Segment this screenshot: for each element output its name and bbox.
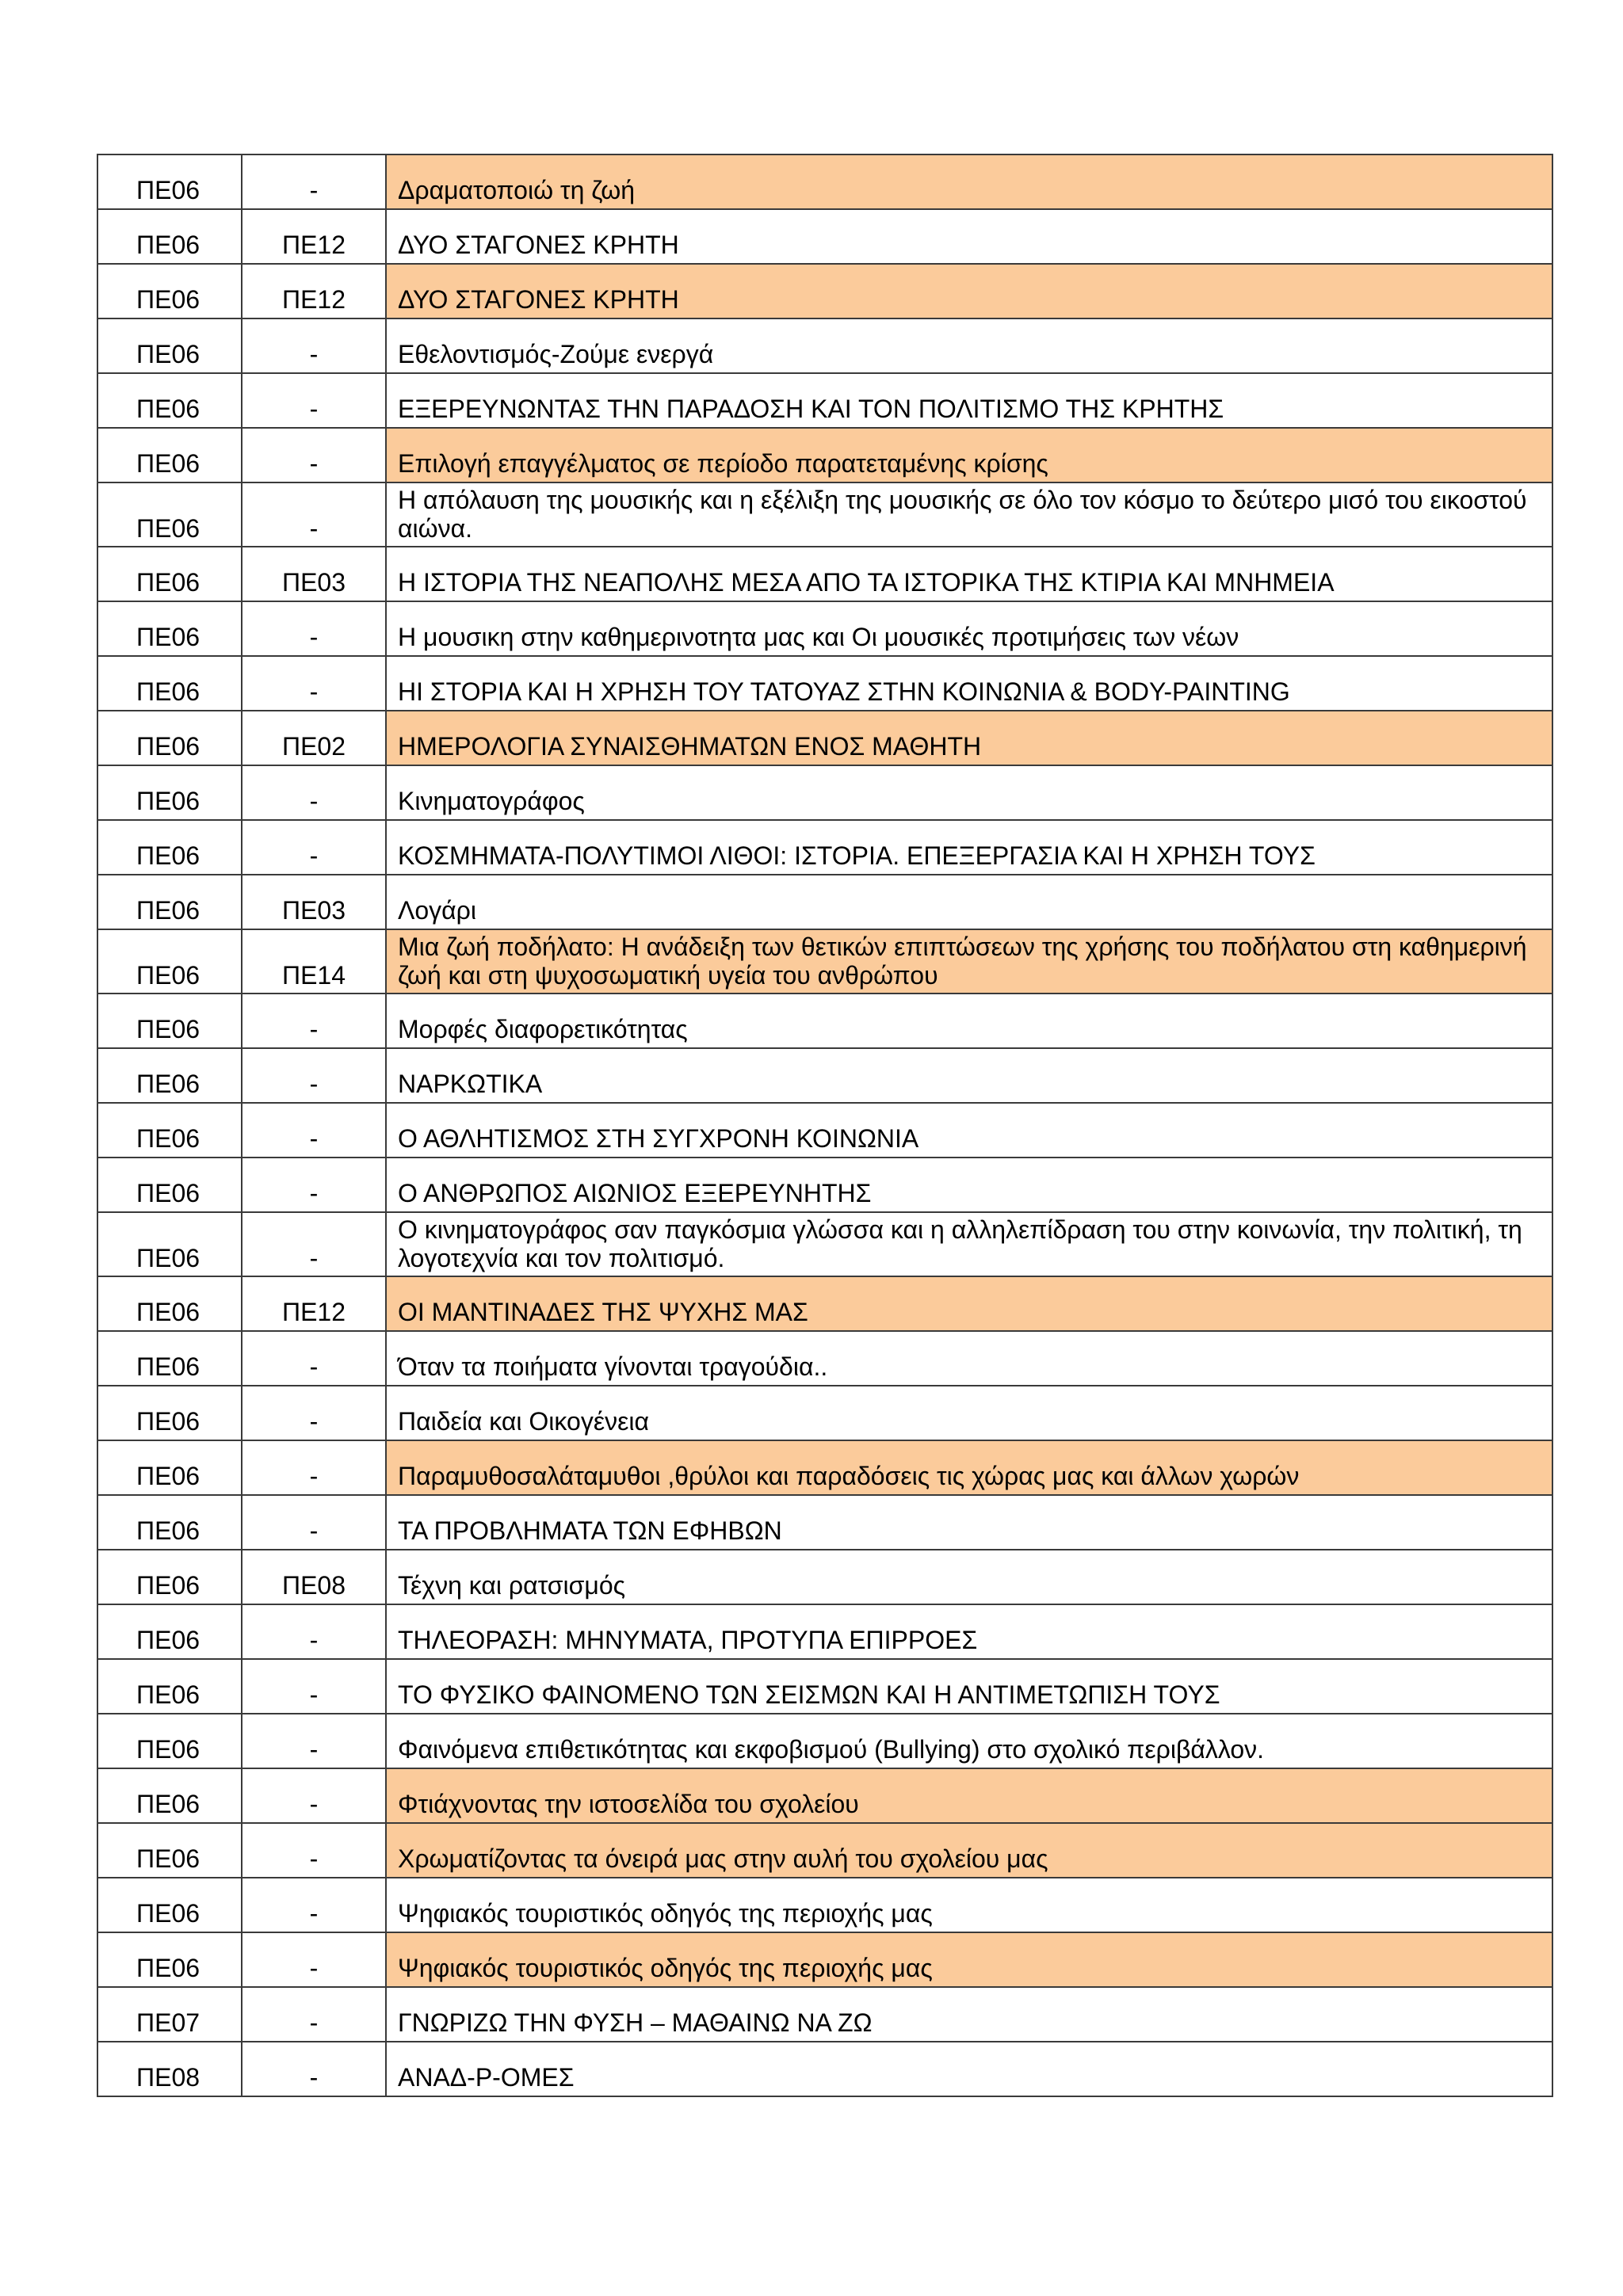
program-title-cell: Δραματοποιώ τη ζωή xyxy=(386,154,1552,209)
primary-code-cell: ΠΕ06 xyxy=(97,318,242,373)
table-row xyxy=(97,209,1552,264)
primary-code-cell: ΠΕ06 xyxy=(97,875,242,929)
program-title-cell: ΚΟΣΜΗΜΑΤΑ-ΠΟΛΥΤΙΜΟΙ ΛΙΘΟΙ: ΙΣΤΟΡΙΑ. ΕΠΕΞΕΡΓΑΣΙΑ ΚΑΙ Η ΧΡΗΣΗ ΤΟΥΣ xyxy=(386,820,1552,875)
table-row xyxy=(97,1714,1552,1768)
table-row xyxy=(97,373,1552,428)
secondary-code-cell: - xyxy=(242,318,386,373)
secondary-code-cell: - xyxy=(242,1212,386,1276)
primary-code-cell: ΠΕ06 xyxy=(97,1386,242,1440)
program-title-cell: Ψηφιακός τουριστικός οδηγός της περιοχής μας xyxy=(386,1932,1552,1987)
program-title-cell: Η απόλαυση της μουσικής και η εξέλιξη της μουσικής σε όλο τον κόσμο το δεύτερο μισό του εικοστού αιώνα. xyxy=(386,482,1552,547)
program-title-cell: ΤΗΛΕΟΡΑΣΗ: ΜΗΝΥΜΑΤΑ, ΠΡΟΤΥΠΑ ΕΠΙΡΡΟΕΣ xyxy=(386,1604,1552,1659)
program-title-cell: Τέχνη και ρατσισμός xyxy=(386,1550,1552,1604)
secondary-code-cell: - xyxy=(242,1878,386,1932)
table-row xyxy=(97,1604,1552,1659)
secondary-code-cell: ΠΕ14 xyxy=(242,929,386,994)
secondary-code-cell: ΠΕ12 xyxy=(242,264,386,318)
primary-code-cell: ΠΕ06 xyxy=(97,209,242,264)
table-row xyxy=(97,711,1552,765)
primary-code-cell: ΠΕ06 xyxy=(97,154,242,209)
table-row xyxy=(97,994,1552,1048)
secondary-code-cell: - xyxy=(242,601,386,656)
table-row xyxy=(97,1440,1552,1495)
secondary-code-cell: - xyxy=(242,482,386,547)
table-row xyxy=(97,1103,1552,1158)
secondary-code-cell: - xyxy=(242,1714,386,1768)
primary-code-cell: ΠΕ06 xyxy=(97,1495,242,1550)
primary-code-cell: ΠΕ06 xyxy=(97,373,242,428)
secondary-code-cell: - xyxy=(242,1823,386,1878)
table-row xyxy=(97,1987,1552,2042)
program-title-cell: Κινηματογράφος xyxy=(386,765,1552,820)
secondary-code-cell: - xyxy=(242,656,386,711)
primary-code-cell: ΠΕ06 xyxy=(97,711,242,765)
program-title-cell: Ο ΑΘΛΗΤΙΣΜΟΣ ΣΤΗ ΣΥΓΧΡΟΝΗ ΚΟΙΝΩΝΙΑ xyxy=(386,1103,1552,1158)
secondary-code-cell: ΠΕ03 xyxy=(242,547,386,601)
table-row xyxy=(97,1212,1552,1276)
secondary-code-cell: - xyxy=(242,1386,386,1440)
programs-table-body xyxy=(97,154,1552,2096)
programs-table xyxy=(97,154,1553,2097)
program-title-cell: Εθελοντισμός-Ζούμε ενεργά xyxy=(386,318,1552,373)
secondary-code-cell: - xyxy=(242,1987,386,2042)
table-row xyxy=(97,1158,1552,1212)
table-row xyxy=(97,656,1552,711)
primary-code-cell: ΠΕ06 xyxy=(97,1659,242,1714)
table-row xyxy=(97,154,1552,209)
secondary-code-cell: - xyxy=(242,1048,386,1103)
program-title-cell: Ο ΑΝΘΡΩΠΟΣ ΑΙΩΝΙΟΣ ΕΞΕΡΕΥΝΗΤΗΣ xyxy=(386,1158,1552,1212)
secondary-code-cell: - xyxy=(242,1103,386,1158)
program-title-cell: Φτιάχνοντας την ιστοσελίδα του σχολείου xyxy=(386,1768,1552,1823)
primary-code-cell: ΠΕ06 xyxy=(97,601,242,656)
table-row xyxy=(97,1659,1552,1714)
primary-code-cell: ΠΕ06 xyxy=(97,1932,242,1987)
table-row xyxy=(97,547,1552,601)
primary-code-cell: ΠΕ08 xyxy=(97,2042,242,2096)
secondary-code-cell: - xyxy=(242,2042,386,2096)
program-title-cell: Επιλογή επαγγέλματος σε περίοδο παρατεταμένης κρίσης xyxy=(386,428,1552,482)
program-title-cell: Φαινόμενα επιθετικότητας και εκφοβισμού (Bullying) στο σχολικό περιβάλλον. xyxy=(386,1714,1552,1768)
table-row xyxy=(97,1048,1552,1103)
primary-code-cell: ΠΕ06 xyxy=(97,929,242,994)
table-row xyxy=(97,1495,1552,1550)
table-row xyxy=(97,318,1552,373)
secondary-code-cell: - xyxy=(242,1331,386,1386)
table-row xyxy=(97,1331,1552,1386)
program-title-cell: ΟΙ ΜΑΝΤΙΝΑΔΕΣ ΤΗΣ ΨΥΧΗΣ ΜΑΣ xyxy=(386,1276,1552,1331)
program-title-cell: ΑΝΑΔ-Ρ-ΟΜΕΣ xyxy=(386,2042,1552,2096)
secondary-code-cell: ΠΕ12 xyxy=(242,209,386,264)
table-row xyxy=(97,1932,1552,1987)
table-row xyxy=(97,929,1552,994)
secondary-code-cell: - xyxy=(242,154,386,209)
secondary-code-cell: - xyxy=(242,765,386,820)
table-row xyxy=(97,765,1552,820)
primary-code-cell: ΠΕ06 xyxy=(97,1331,242,1386)
secondary-code-cell: ΠΕ12 xyxy=(242,1276,386,1331)
program-title-cell: ΗΙ ΣΤΟΡΙΑ ΚΑΙ Η ΧΡΗΣΗ ΤΟΥ ΤΑΤΟΥΑΖ ΣΤΗΝ ΚΟΙΝΩΝΙΑ & BODY-PAINTING xyxy=(386,656,1552,711)
program-title-cell: ΕΞΕΡΕΥΝΩΝΤΑΣ ΤΗΝ ΠΑΡΑΔΟΣΗ ΚΑΙ ΤΟΝ ΠΟΛΙΤΙΣΜΟ ΤΗΣ ΚΡΗΤΗΣ xyxy=(386,373,1552,428)
table-row xyxy=(97,482,1552,547)
table-row xyxy=(97,1386,1552,1440)
secondary-code-cell: ΠΕ08 xyxy=(242,1550,386,1604)
primary-code-cell: ΠΕ06 xyxy=(97,820,242,875)
table-row xyxy=(97,1823,1552,1878)
table-row xyxy=(97,875,1552,929)
primary-code-cell: ΠΕ06 xyxy=(97,1604,242,1659)
program-title-cell: Η ΙΣΤΟΡΙΑ ΤΗΣ ΝΕΑΠΟΛΗΣ ΜΕΣΑ ΑΠΟ ΤΑ ΙΣΤΟΡΙΚΑ ΤΗΣ ΚΤΙΡΙΑ ΚΑΙ ΜΝΗΜΕΙΑ xyxy=(386,547,1552,601)
secondary-code-cell: - xyxy=(242,1495,386,1550)
secondary-code-cell: ΠΕ03 xyxy=(242,875,386,929)
program-title-cell: Μορφές διαφορετικότητας xyxy=(386,994,1552,1048)
secondary-code-cell: - xyxy=(242,1604,386,1659)
program-title-cell: Ο κινηματογράφος σαν παγκόσμια γλώσσα και η αλληλεπίδραση του στην κοινωνία, την πολιτική, τη λογοτεχνία και τον πολιτισμό. xyxy=(386,1212,1552,1276)
program-title-cell: Όταν τα ποιήματα γίνονται τραγούδια.. xyxy=(386,1331,1552,1386)
secondary-code-cell: - xyxy=(242,1932,386,1987)
table-row xyxy=(97,601,1552,656)
primary-code-cell: ΠΕ06 xyxy=(97,264,242,318)
program-title-cell: Παιδεία και Οικογένεια xyxy=(386,1386,1552,1440)
table-row xyxy=(97,1550,1552,1604)
table-row xyxy=(97,428,1552,482)
program-title-cell: ΤΑ ΠΡΟΒΛΗΜΑΤΑ ΤΩΝ ΕΦΗΒΩΝ xyxy=(386,1495,1552,1550)
primary-code-cell: ΠΕ07 xyxy=(97,1987,242,2042)
program-title-cell: ΤΟ ΦΥΣΙΚΟ ΦΑΙΝΟΜΕΝΟ ΤΩΝ ΣΕΙΣΜΩΝ ΚΑΙ Η ΑΝΤΙΜΕΤΩΠΙΣΗ ΤΟΥΣ xyxy=(386,1659,1552,1714)
program-title-cell: ΔΥΟ ΣΤΑΓΟΝΕΣ ΚΡΗΤΗ xyxy=(386,264,1552,318)
program-title-cell: Παραμυθοσαλάταμυθοι ,θρύλοι και παραδόσεις τις χώρας μας και άλλων χωρών xyxy=(386,1440,1552,1495)
table-row xyxy=(97,264,1552,318)
primary-code-cell: ΠΕ06 xyxy=(97,1878,242,1932)
program-title-cell: Η μουσικη στην καθημερινοτητα μας και Οι μουσικές προτιμήσεις των νέων xyxy=(386,601,1552,656)
secondary-code-cell: - xyxy=(242,1440,386,1495)
primary-code-cell: ΠΕ06 xyxy=(97,547,242,601)
primary-code-cell: ΠΕ06 xyxy=(97,428,242,482)
primary-code-cell: ΠΕ06 xyxy=(97,1103,242,1158)
primary-code-cell: ΠΕ06 xyxy=(97,1212,242,1276)
table-row xyxy=(97,1878,1552,1932)
program-title-cell: Ψηφιακός τουριστικός οδηγός της περιοχής μας xyxy=(386,1878,1552,1932)
program-title-cell: ΗΜΕΡΟΛΟΓΙΑ ΣΥΝΑΙΣΘΗΜΑΤΩΝ ΕΝΟΣ ΜΑΘΗΤΗ xyxy=(386,711,1552,765)
program-title-cell: Μια ζωή ποδήλατο: Η ανάδειξη των θετικών επιπτώσεων της χρήσης του ποδήλατου στη καθημερινή ζωή και στη ψυχοσωματική υγεία του ανθρώπου xyxy=(386,929,1552,994)
secondary-code-cell: - xyxy=(242,1768,386,1823)
primary-code-cell: ΠΕ06 xyxy=(97,1158,242,1212)
secondary-code-cell: - xyxy=(242,1158,386,1212)
primary-code-cell: ΠΕ06 xyxy=(97,1823,242,1878)
secondary-code-cell: - xyxy=(242,820,386,875)
secondary-code-cell: - xyxy=(242,1659,386,1714)
table-row xyxy=(97,1276,1552,1331)
primary-code-cell: ΠΕ06 xyxy=(97,1714,242,1768)
table-row xyxy=(97,820,1552,875)
secondary-code-cell: - xyxy=(242,994,386,1048)
primary-code-cell: ΠΕ06 xyxy=(97,1276,242,1331)
primary-code-cell: ΠΕ06 xyxy=(97,656,242,711)
primary-code-cell: ΠΕ06 xyxy=(97,994,242,1048)
program-title-cell: Λογάρι xyxy=(386,875,1552,929)
primary-code-cell: ΠΕ06 xyxy=(97,1550,242,1604)
program-title-cell: Χρωματίζοντας τα όνειρά μας στην αυλή του σχολείου μας xyxy=(386,1823,1552,1878)
primary-code-cell: ΠΕ06 xyxy=(97,1440,242,1495)
program-title-cell: ΔΥΟ ΣΤΑΓΟΝΕΣ ΚΡΗΤΗ xyxy=(386,209,1552,264)
table-row xyxy=(97,2042,1552,2096)
primary-code-cell: ΠΕ06 xyxy=(97,1048,242,1103)
primary-code-cell: ΠΕ06 xyxy=(97,1768,242,1823)
primary-code-cell: ΠΕ06 xyxy=(97,765,242,820)
primary-code-cell: ΠΕ06 xyxy=(97,482,242,547)
table-row xyxy=(97,1768,1552,1823)
program-title-cell: ΓΝΩΡΙΖΩ ΤΗΝ ΦΥΣΗ – ΜΑΘΑΙΝΩ ΝΑ ΖΩ xyxy=(386,1987,1552,2042)
secondary-code-cell: - xyxy=(242,373,386,428)
program-title-cell: ΝΑΡΚΩΤΙΚΑ xyxy=(386,1048,1552,1103)
secondary-code-cell: - xyxy=(242,428,386,482)
secondary-code-cell: ΠΕ02 xyxy=(242,711,386,765)
